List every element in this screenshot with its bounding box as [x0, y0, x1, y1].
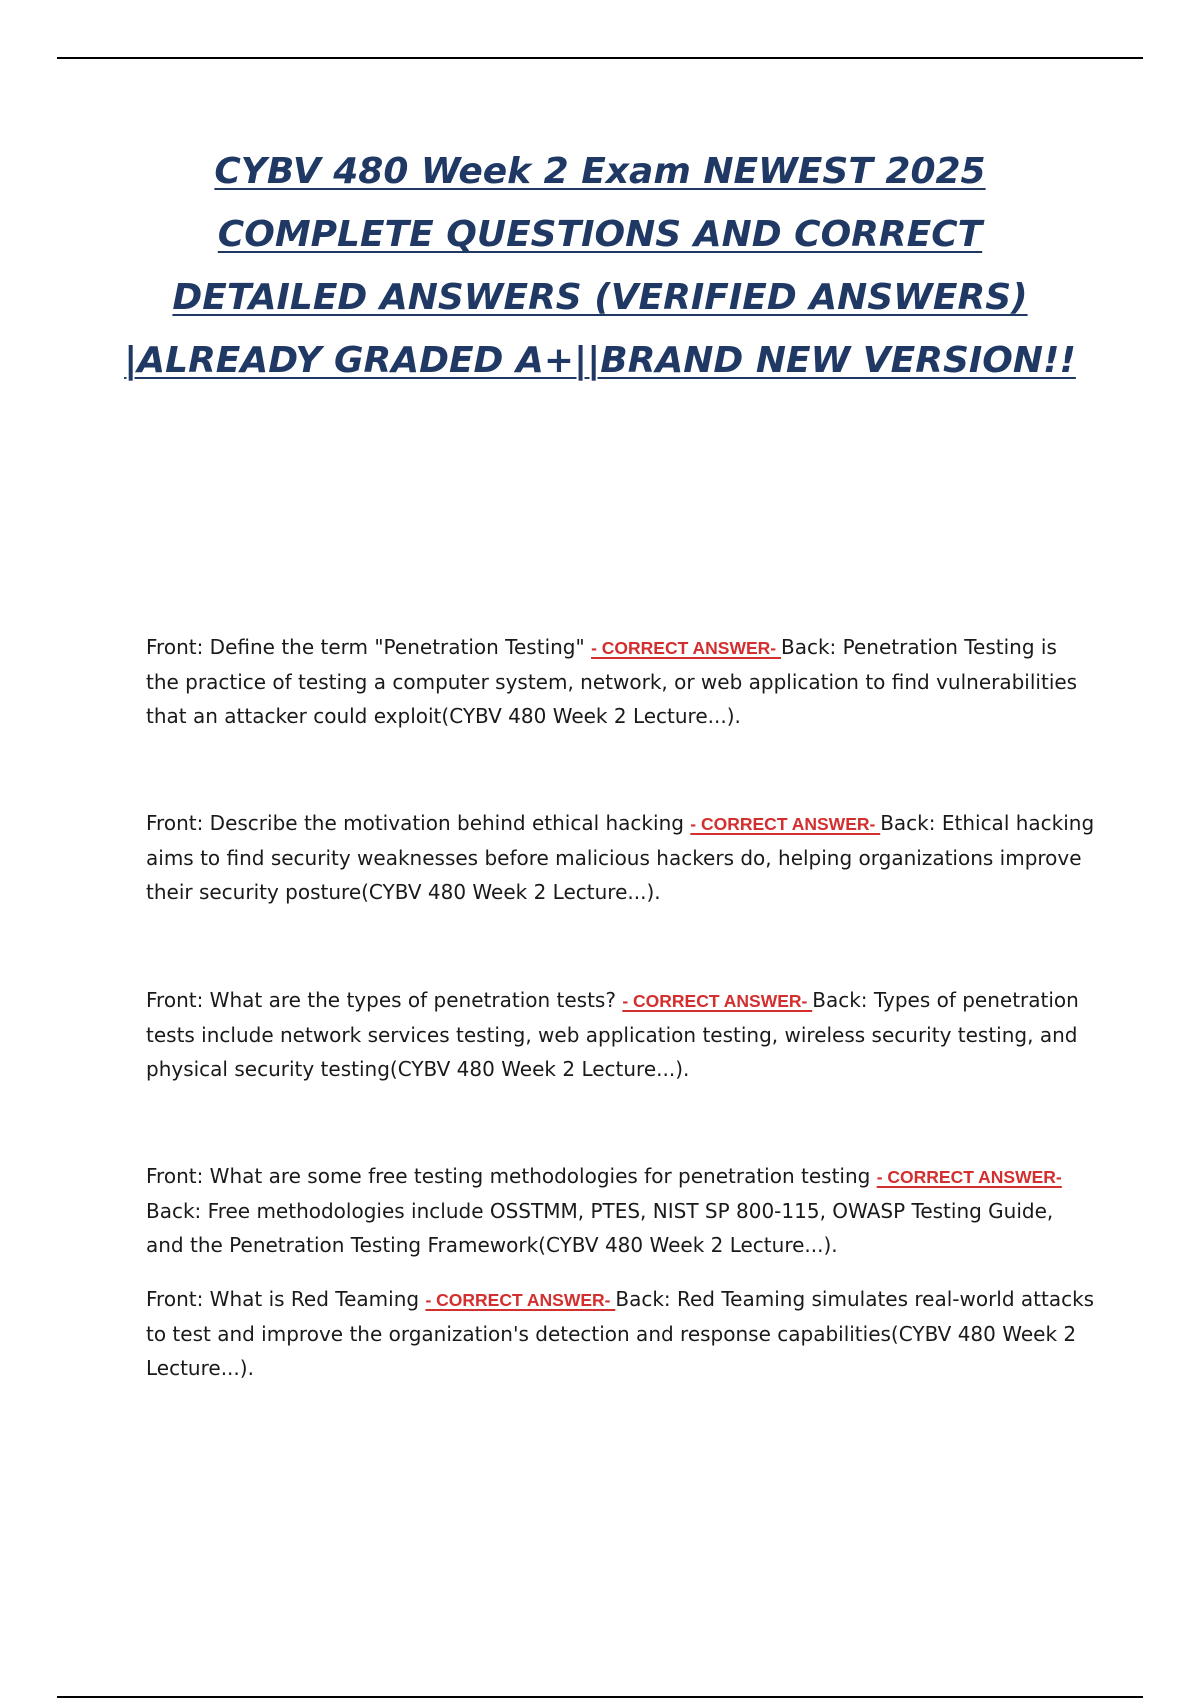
correct-answer-marker: - CORRECT ANSWER- [425, 1290, 616, 1310]
answer-back: Back: Types of penetration tests include network services testing, web application testing, wireless security testing, and physical security testing(CYBV 480 Week 2 Lecture...). [146, 988, 1079, 1081]
document-title: CYBV 480 Week 2 Exam NEWEST 2025 COMPLETE QUESTIONS AND CORRECT DETAILED ANSWERS (VERIFIED ANSWERS) |ALREADY GRADED A+||BRAND NEW VERSION!! [124, 151, 1076, 381]
footer-rule [57, 1696, 1143, 1698]
question-front: Front: What are the types of penetration tests? [146, 988, 623, 1012]
header-rule [57, 57, 1143, 59]
qa-item [146, 1159, 1096, 1262]
qa-item [146, 630, 1096, 733]
correct-answer-marker: - CORRECT ANSWER- [690, 814, 881, 834]
answer-back: Back: Free methodologies include OSSTMM, PTES, NIST SP 800-115, OWASP Testing Guide, and the Penetration Testing Framework(CYBV 480 Week 2 Lecture...). [146, 1199, 1054, 1257]
question-front: Front: Define the term "Penetration Testing" [146, 635, 592, 659]
answer-back: Back: Penetration Testing is the practice of testing a computer system, network, or web application to find vulnerabilities that an attacker could exploit(CYBV 480 Week 2 Lecture...). [146, 635, 1078, 728]
qa-item [146, 983, 1096, 1086]
correct-answer-marker: - CORRECT ANSWER- [622, 991, 813, 1011]
question-front: Front: Describe the motivation behind ethical hacking [146, 811, 691, 835]
correct-answer-marker: - CORRECT ANSWER- [591, 638, 781, 658]
answer-back: Back: Red Teaming simulates real-world attacks to test and improve the organization's detection and response capabilities(CYBV 480 Week 2 Lecture...). [146, 1287, 1095, 1380]
qa-item [146, 1282, 1096, 1385]
qa-item [146, 806, 1096, 909]
question-front: Front: What is Red Teaming [146, 1287, 426, 1311]
correct-answer-marker: - CORRECT ANSWER- [876, 1167, 1062, 1187]
answer-back: Back: Ethical hacking aims to find security weaknesses before malicious hackers do, helping organizations improve their security posture(CYBV 480 Week 2 Lecture...). [146, 811, 1095, 904]
question-front: Front: What are some free testing methodologies for penetration testing [146, 1164, 877, 1188]
